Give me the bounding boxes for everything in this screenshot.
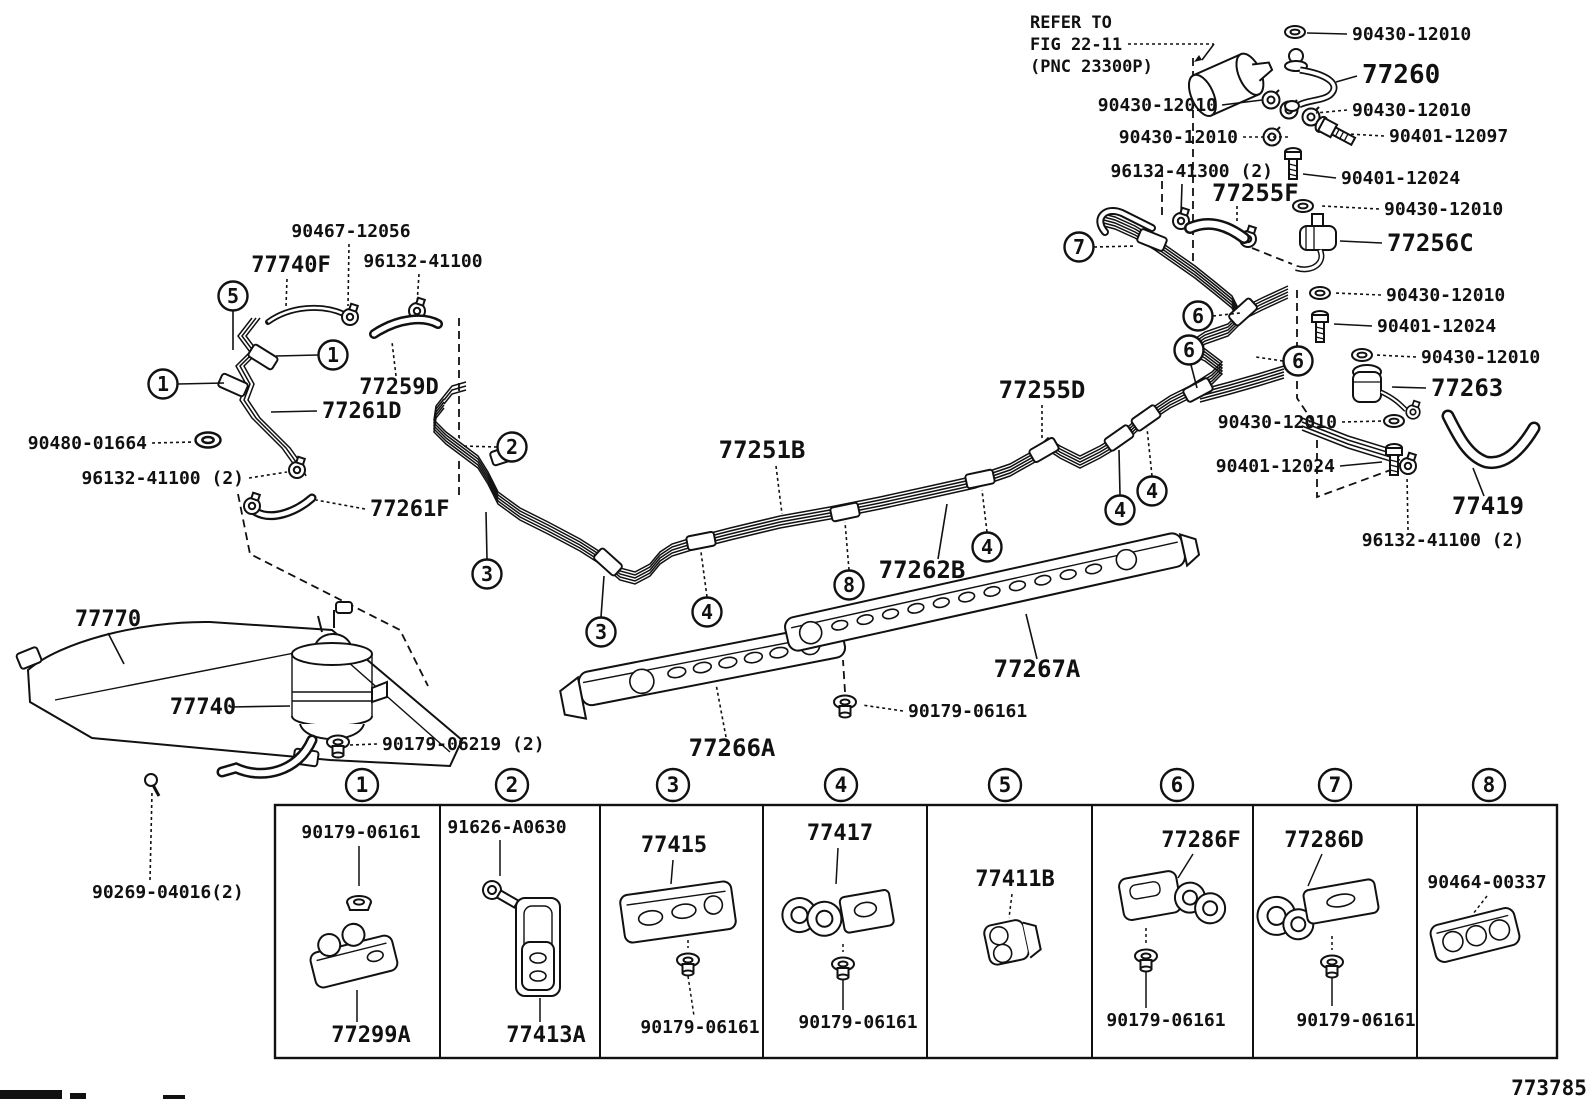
- part-label: 96132-41100 (2): [1361, 530, 1525, 551]
- cell4-art: [780, 848, 895, 1010]
- table-bottom-label: 77299A: [331, 1023, 411, 1048]
- part-label: 96132-41300 (2): [1110, 161, 1273, 182]
- callout-number: 3: [480, 562, 494, 586]
- tube-clamp: [247, 344, 278, 371]
- callout-1: [319, 341, 348, 370]
- part-label: 90401-12024: [1341, 168, 1461, 189]
- callout-number: 4: [1113, 498, 1127, 522]
- refer-arrow: [1194, 55, 1202, 62]
- part-label: 77266A: [688, 734, 776, 762]
- table-bottom-label: 90179-06161: [1106, 1010, 1226, 1031]
- part-label: 90401-12097: [1389, 126, 1509, 147]
- part-label: 77740: [169, 695, 237, 720]
- part-label: 90430-12010: [1217, 412, 1337, 433]
- table-bottom-label: 90179-06161: [1296, 1010, 1416, 1031]
- table-bottom-label: 90179-06161: [640, 1017, 760, 1038]
- table-col-number: 2: [505, 773, 519, 797]
- callout-4: [693, 598, 722, 627]
- cell7-art: [1254, 854, 1381, 1006]
- part-label: 90430-12010: [1097, 95, 1217, 116]
- part-label: 90269-04016(2): [92, 882, 244, 903]
- table-top-label: 77411B: [975, 867, 1055, 892]
- refer-note-line1: REFER TO: [1030, 13, 1112, 33]
- part-label: 90401-12024: [1377, 316, 1497, 337]
- table-col-5: [975, 769, 1054, 892]
- callout-5: [219, 282, 248, 311]
- table-col-number: 8: [1482, 773, 1496, 797]
- table-col-number: 3: [666, 773, 680, 797]
- part-label: 90430-12010: [1118, 127, 1238, 148]
- bolt-90401-12024: [1312, 311, 1328, 342]
- part-label: 90480-01664: [27, 433, 147, 454]
- part-label: 77267A: [993, 655, 1081, 683]
- cell3-art: [619, 860, 737, 1016]
- table-top-label: 77415: [640, 833, 708, 858]
- callout-3: [587, 618, 616, 647]
- part-label: 77261F: [370, 497, 450, 522]
- table-top-label: 90179-06161: [301, 822, 421, 843]
- table-col-number: 6: [1170, 773, 1184, 797]
- part-label: 77419: [1451, 492, 1525, 520]
- callout-1: [149, 370, 178, 399]
- grommet-90480-01664: [196, 433, 221, 448]
- callout-4: [1138, 477, 1167, 506]
- cell5-art: [983, 894, 1042, 966]
- callout-number: 6: [1191, 304, 1205, 328]
- callout-number: 6: [1291, 349, 1305, 373]
- callout-number: 4: [1145, 479, 1159, 503]
- fuel-filter-77263: [1353, 365, 1420, 419]
- part-label: 77770: [74, 607, 142, 632]
- hose-77255F: [1190, 224, 1244, 238]
- table-bottom-label: 90179-06161: [798, 1012, 918, 1033]
- callout-number: 6: [1182, 338, 1196, 362]
- table-top-label: 77417: [806, 821, 874, 846]
- part-label: 77256C: [1387, 229, 1474, 257]
- part-label: 90401-12024: [1215, 456, 1335, 477]
- part-label: 96132-41100: [363, 251, 483, 272]
- callout-number: 7: [1072, 235, 1086, 259]
- clip-90467-12056: [342, 304, 358, 325]
- part-label: 90467-12056: [291, 221, 411, 242]
- part-label: 90179-06219 (2): [382, 734, 545, 755]
- table-top-label: 90464-00337: [1427, 872, 1547, 893]
- callout-2: [498, 433, 527, 462]
- callout-number: 1: [156, 372, 170, 396]
- table-col-number: 7: [1328, 773, 1342, 797]
- fuel-tube-bundle: [434, 213, 1400, 584]
- part-label: 96132-41100 (2): [81, 468, 244, 489]
- part-label: 77260: [1362, 60, 1441, 90]
- table-col-number: 1: [355, 773, 369, 797]
- table-col-number: 5: [998, 773, 1012, 797]
- callout-6: [1175, 336, 1204, 365]
- tube-clamps-on-run: [490, 228, 1259, 576]
- refer-note-line3: (PNC 23300P): [1030, 57, 1153, 77]
- table-top-label: 77286F: [1161, 828, 1241, 853]
- clip-77261F: [244, 493, 260, 514]
- callout-number: 4: [980, 535, 994, 559]
- callout-7: [1065, 233, 1094, 262]
- bolt-90401-12024: [1285, 148, 1301, 179]
- callout-6: [1184, 302, 1213, 331]
- table-col-8: [1427, 769, 1546, 893]
- callout-8: [835, 571, 864, 600]
- part-label: 77262B: [878, 556, 966, 584]
- hose-77419: [1448, 416, 1534, 463]
- callout-number: 8: [842, 573, 856, 597]
- part-label: 77261D: [322, 399, 402, 424]
- table-col-number: 4: [834, 773, 848, 797]
- washer-90430: [1285, 26, 1305, 38]
- part-label: 90179-06161: [908, 701, 1028, 722]
- callout-number: 1: [326, 343, 340, 367]
- callout-4: [973, 533, 1002, 562]
- part-label: 90430-12010: [1386, 285, 1506, 306]
- part-label: 77251B: [718, 436, 806, 464]
- bolt-90269: [145, 774, 159, 796]
- cell1-art: [304, 846, 399, 1022]
- part-label: 77259D: [359, 375, 439, 400]
- callout-3: [473, 560, 502, 589]
- cell6-art: [1118, 854, 1228, 1008]
- refer-note-line2: FIG 22-11: [1030, 35, 1123, 55]
- part-label: 77263: [1431, 374, 1504, 402]
- callout-number: 4: [700, 600, 714, 624]
- cell2-art: [480, 840, 560, 1022]
- figure-number: 773785: [1511, 1076, 1587, 1099]
- bolt-90401-12097: [1313, 115, 1357, 148]
- part-label: 90430-12010: [1352, 100, 1472, 121]
- callout-number: 3: [594, 620, 608, 644]
- part-label: 77255D: [998, 376, 1086, 404]
- callout-6: [1284, 347, 1313, 376]
- grommet-90179-06161: [834, 696, 856, 718]
- cell8-art: [1429, 896, 1522, 964]
- part-label: 90430-12010: [1384, 199, 1504, 220]
- check-valve-77256C: [1296, 214, 1336, 269]
- callout-number: 2: [505, 435, 519, 459]
- part-label: 77740F: [251, 253, 331, 278]
- callout-number: 5: [226, 284, 240, 308]
- page-edge-marks: [0, 1090, 185, 1099]
- table-top-label: 91626-A0630: [447, 817, 567, 838]
- part-label: 90430-12010: [1421, 347, 1541, 368]
- table-bottom-label: 77413A: [506, 1023, 586, 1048]
- part-label: 77255F: [1212, 179, 1299, 207]
- part-label: 90430-12010: [1352, 24, 1472, 45]
- table-top-label: 77286D: [1284, 828, 1364, 853]
- callout-4: [1106, 496, 1135, 525]
